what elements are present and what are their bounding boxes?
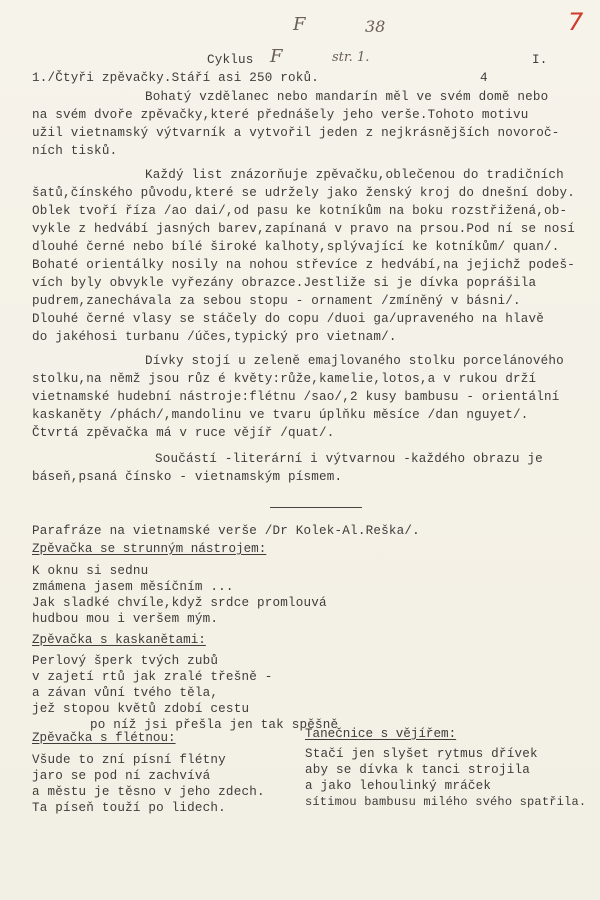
cyklus-label: Cyklus	[207, 53, 254, 67]
section-title: 1./Čtyři zpěvačky.Stáří asi 250 roků.	[32, 71, 320, 85]
section-number: 4	[480, 71, 488, 85]
poem-line: jaro se pod ní zachvívá	[32, 769, 211, 783]
poem-title-strings: Zpěvačka se strunným nástrojem:	[32, 542, 267, 556]
body-line: vietnamské hudební nástroje:flétnu /sao/,2 kusy bambusu - orientální	[32, 390, 560, 404]
poem-line: Ta píseň touží po lidech.	[32, 801, 226, 815]
poem-line: Perlový šperk tvých zubů	[32, 654, 219, 668]
handwritten-f-cyclus: F	[270, 46, 283, 67]
body-line: stolku,na němž jsou růz é květy:růže,kamelie,lotos,a v rukou drží	[32, 372, 537, 386]
poem-line: aby se dívka k tanci strojila	[305, 763, 530, 777]
red-sheet-number: 7	[568, 8, 584, 36]
body-line: pudrem,zanechávala za sebou stopu - ornament /zmíněný v básni/.	[32, 294, 521, 308]
body-line: Bohatý vzdělanec nebo mandarín měl ve svém domě nebo	[145, 90, 549, 104]
body-line: Dívky stojí u zeleně emajlovaného stolku porcelánového	[145, 354, 564, 368]
paraphrase-line: Parafráze na vietnamské verše /Dr Kolek-Al.Reška/.	[32, 524, 420, 538]
body-line: dlouhé černé nebo bílé široké kalhoty,splývající ke kotníkům/ quan/.	[32, 240, 560, 254]
roman-numeral: I.	[532, 53, 548, 67]
body-line: Součástí -literární i výtvarnou -každého obrazu je	[155, 452, 543, 466]
poem-title-flute: Zpěvačka s flétnou:	[32, 731, 176, 745]
body-line: na svém dvoře zpěvačky,které přednášely jeho verše.Tohoto motivu	[32, 108, 529, 122]
poem-line: zmámena jasem měsíčním ...	[32, 580, 234, 594]
poem-line: jež stopou květů zdobí cestu	[32, 702, 250, 716]
poem-line: a městu je těsno v jeho zdech.	[32, 785, 265, 799]
handwritten-f-top: F	[293, 14, 306, 35]
body-line: šatů,čínského původu,které se udržely jako ženský kroj do dnešní doby.	[32, 186, 576, 200]
body-line: Dlouhé černé vlasy se stáčely do copu /duoi ga/upraveného na hlavě	[32, 312, 544, 326]
body-line: Bohaté orientálky nosily na nohou střevíce z hedvábí,na jejichž podeš-	[32, 258, 576, 272]
poem-line: Všude to zní písní flétny	[32, 753, 226, 767]
poem-title-fan: Tanečnice s vějířem:	[305, 727, 457, 741]
poem-line: sítimou bambusu milého svého spatřila.	[305, 795, 587, 809]
body-line: Čtvrtá zpěvačka má v ruce vějíř /quat/.	[32, 426, 335, 440]
body-line: vích byly obvykle vyřezány obrazce.Jestliže si je dívka poprášila	[32, 276, 537, 290]
body-line: Oblek tvoří říza /ao dai/,od pasu ke kotníkům na boku rozstřižená,ob-	[32, 204, 568, 218]
body-line: ních tisků.	[32, 144, 118, 158]
body-line: užil vietnamský výtvarník a vytvořil jeden z nejkrásnějších novoroč-	[32, 126, 560, 140]
handwritten-page-label: str. 1.	[332, 50, 370, 65]
poem-line: Jak sladké chvíle,když srdce promlouvá	[32, 596, 327, 610]
poem-line: a závan vůní tvého těla,	[32, 686, 219, 700]
body-line: Každý list znázorňuje zpěvačku,oblečenou do tradičních	[145, 168, 564, 182]
poem-line: hudbou mou i veršem mým.	[32, 612, 219, 626]
poem-line: v zajetí rtů jak zralé třešně -	[32, 670, 273, 684]
body-line: do jakéhosi turbanu /účes,typický pro vietnam/.	[32, 330, 397, 344]
body-line: vykle z hedvábí jasných barev,zapínaná v pravo na prsou.Pod ní se nosí	[32, 222, 576, 236]
poem-line: K oknu si sednu	[32, 564, 149, 578]
poem-title-castanets: Zpěvačka s kaskanětami:	[32, 633, 206, 647]
poem-line: po níž jsi přešla jen tak spěšně	[90, 718, 339, 732]
body-line: kaskaněty /phách/,mandolinu ve tvaru úplňku měsíce /dan nguyet/.	[32, 408, 529, 422]
poem-line: a jako lehoulinký mráček	[305, 779, 492, 793]
separator-line	[270, 507, 362, 508]
body-line: báseň,psaná čínsko - vietnamským písmem.	[32, 470, 343, 484]
poem-line: Stačí jen slyšet rytmus dřívek	[305, 747, 538, 761]
handwritten-page-number: 38	[365, 17, 386, 36]
